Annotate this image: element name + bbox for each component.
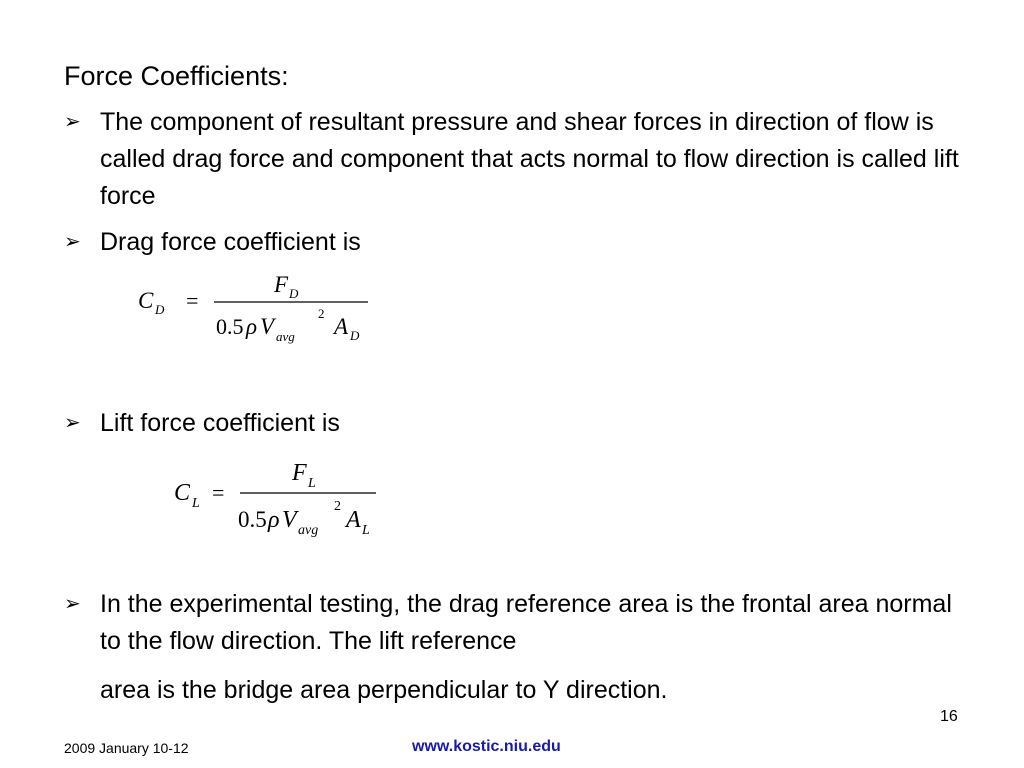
arrow-bullet-icon: ➢: [64, 412, 81, 434]
eq-den-v-sup: 2: [334, 499, 341, 514]
eq-lhs-sub: L: [192, 496, 200, 511]
bullet-text: Drag force coefficient is: [100, 228, 361, 256]
eq-den-coef: 0.5: [238, 507, 267, 532]
eq-den-rho: ρ: [268, 507, 280, 533]
bullet-text: The component of resultant pressure and shear forces in direction of flow is called drag force and component that acts normal to flow direction is called lift force: [100, 108, 959, 210]
eq-lhs-sub: D: [155, 302, 165, 317]
eq-den-coef: 0.5: [216, 314, 244, 339]
arrow-bullet-icon: ➢: [64, 111, 81, 133]
bullet-text: [100, 586, 960, 709]
eq-numerator: F: [274, 272, 289, 297]
eq-den-v: V: [260, 314, 275, 339]
bullet-text: Lift force coefficient is: [100, 409, 340, 437]
eq-den-a-sub: D: [350, 328, 360, 343]
eq-den-a-sub: L: [362, 523, 370, 538]
footer-date: 2009 January 10-12: [64, 740, 189, 756]
eq-numerator-sub: L: [308, 476, 316, 491]
eq-equals: =: [186, 288, 199, 313]
lift-coefficient-equation: [168, 452, 398, 542]
page-number: 16: [940, 708, 958, 725]
eq-numerator: F: [292, 460, 307, 486]
bullet-text-part-a: In the experimental testing, the drag reference area is the frontal area normal to the flow direction. The lift reference: [100, 590, 952, 655]
equation-svg: [168, 452, 398, 542]
bullet-text-part-b: area is the bridge area perpendicular to Y direction.: [100, 676, 668, 704]
footer-url-link[interactable]: www.kostic.niu.edu: [412, 738, 561, 755]
equation-svg: [128, 270, 388, 350]
eq-den-v-sup: 2: [318, 306, 325, 321]
slide-heading: Force Coefficients:: [64, 61, 289, 91]
eq-equals: =: [212, 480, 225, 505]
eq-den-v: V: [282, 507, 297, 533]
drag-coefficient-equation: [128, 270, 388, 350]
arrow-bullet-icon: ➢: [64, 231, 81, 253]
eq-den-v-sub: avg: [276, 329, 295, 344]
eq-lhs: C: [138, 288, 154, 313]
eq-lhs: C: [174, 480, 191, 506]
eq-numerator-sub: D: [289, 286, 299, 301]
eq-den-rho: ρ: [246, 314, 258, 339]
eq-den-a: A: [346, 507, 361, 533]
arrow-bullet-icon: ➢: [64, 593, 81, 615]
eq-den-a: A: [334, 314, 349, 339]
eq-den-v-sub: avg: [298, 523, 319, 538]
